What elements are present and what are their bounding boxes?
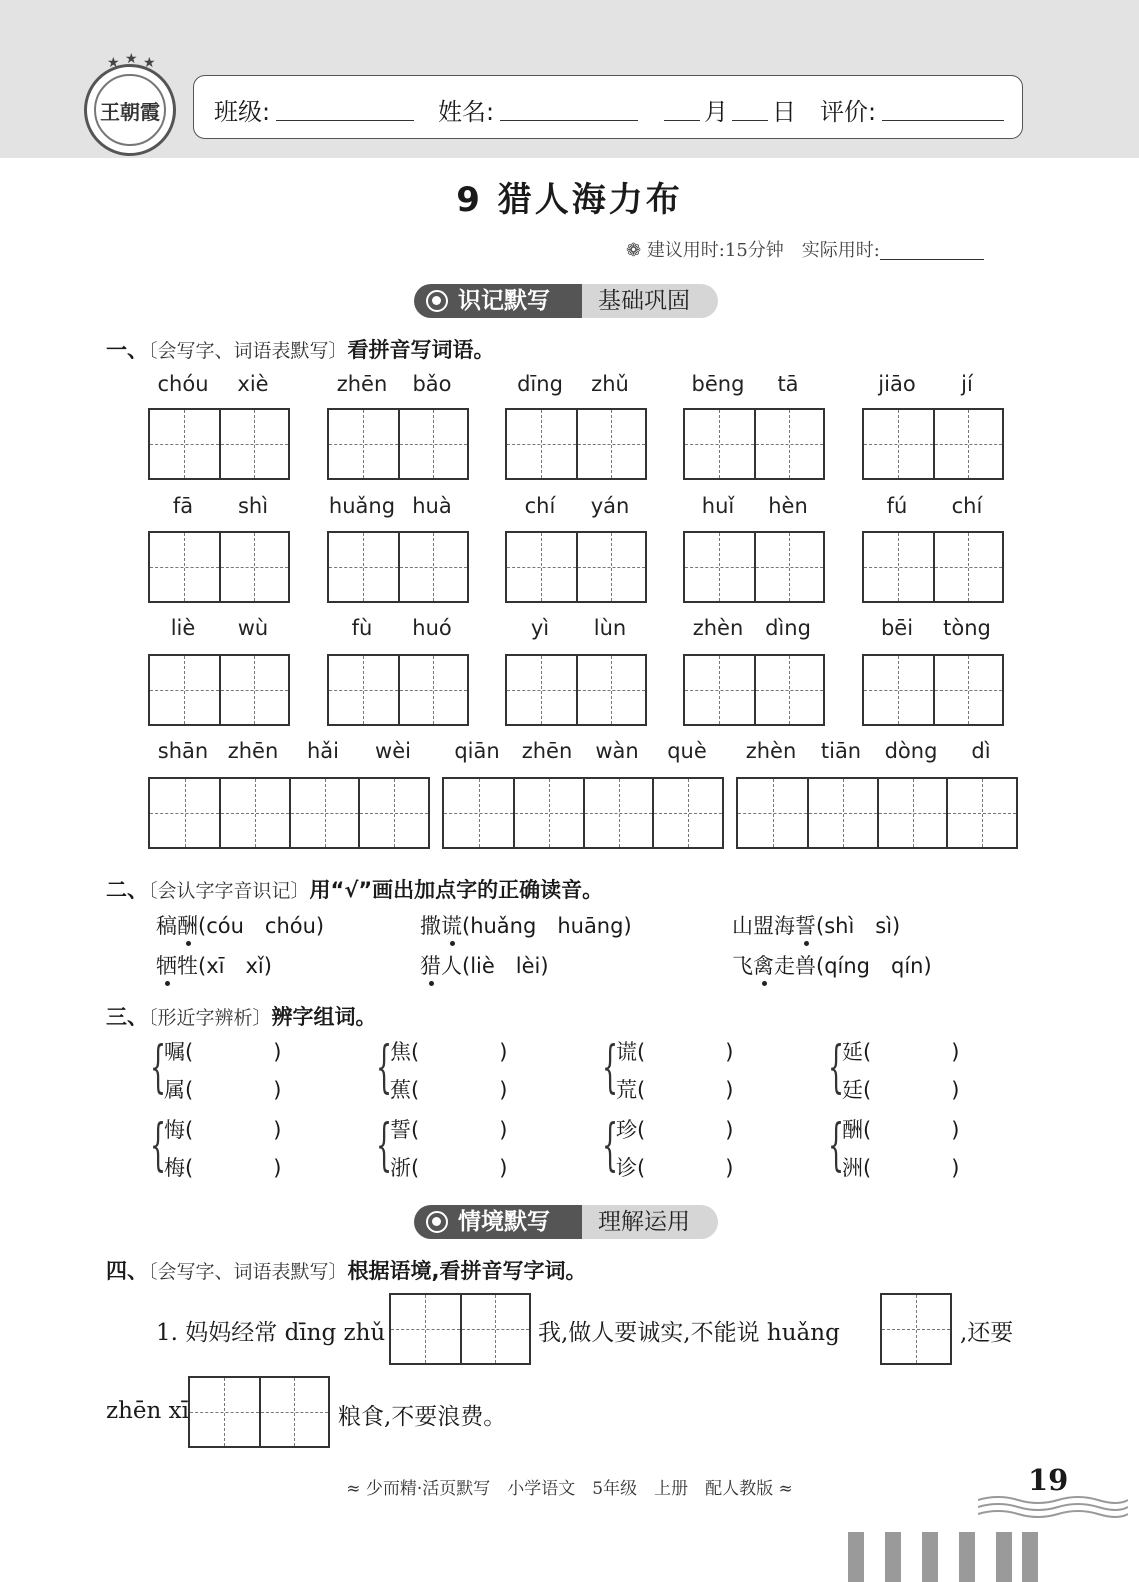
- dotted-character: 猎: [420, 950, 441, 980]
- word-group-item[interactable]: [616, 1036, 733, 1066]
- pinyin-label: fā: [172, 494, 194, 518]
- word-group-item[interactable]: [616, 1074, 733, 1104]
- answer-grid[interactable]: [505, 654, 647, 726]
- edge-mark: [1022, 1532, 1038, 1582]
- q4-sentence-part-2: 我,做人要诚实,不能说 huǎng: [538, 1320, 840, 1346]
- class-label: 班级:: [214, 98, 271, 126]
- answer-grid[interactable]: [862, 654, 1004, 726]
- eval-field[interactable]: [882, 120, 1004, 121]
- paren-close: ): [951, 1156, 960, 1180]
- pinyin-label: liè: [170, 616, 196, 640]
- star-icon: ★: [143, 55, 156, 71]
- char: 蕉: [390, 1078, 411, 1102]
- pinyin-label: zhèn: [745, 739, 797, 763]
- paren-close: ): [273, 1078, 282, 1102]
- pinyin-label: zhēn: [521, 739, 573, 763]
- pinyin-label: bǎo: [412, 372, 452, 396]
- banner-subtitle: 理解运用: [582, 1205, 718, 1239]
- q4-sentence-part-4: zhēn xī: [106, 1398, 189, 1424]
- reading-item: 飞禽走兽(qíng qín): [732, 950, 932, 980]
- paren-close: ): [725, 1156, 734, 1180]
- dotted-character: 谎: [441, 910, 462, 940]
- edge-mark: [922, 1532, 938, 1582]
- char: 悔: [164, 1118, 185, 1142]
- page-number: 19: [1028, 1463, 1069, 1497]
- brace-icon: {: [828, 1113, 845, 1178]
- star-icon: ★: [125, 51, 138, 67]
- pinyin-label: zhēn: [227, 739, 279, 763]
- banner-title: 情境默写: [458, 1209, 550, 1235]
- paren-open: (: [185, 1078, 194, 1102]
- time-hint: ❁ 建议用时:15分钟 实际用时:: [626, 236, 984, 262]
- pinyin-label: xiè: [237, 372, 269, 396]
- pinyin-label: bēng: [691, 372, 745, 396]
- pinyin-label: shān: [157, 739, 209, 763]
- name-label: 姓名:: [438, 98, 495, 126]
- answer-grid[interactable]: [148, 408, 290, 480]
- answer-grid[interactable]: [862, 408, 1004, 480]
- medal-icon: [426, 1211, 448, 1233]
- brace-icon: {: [602, 1113, 619, 1178]
- answer-grid[interactable]: [505, 531, 647, 603]
- char: 属: [164, 1078, 185, 1102]
- paren-open: (: [185, 1118, 194, 1142]
- dotted-character: 酬: [177, 910, 198, 940]
- edge-mark: [959, 1532, 975, 1582]
- pinyin-label: tòng: [943, 616, 991, 640]
- word-group-item[interactable]: [616, 1152, 733, 1182]
- dotted-character: 牺: [156, 950, 177, 980]
- brace-icon: {: [150, 1035, 167, 1100]
- day-label: 日: [772, 98, 796, 126]
- paren-close: ): [499, 1040, 508, 1064]
- pinyin-label: dìng: [765, 616, 811, 640]
- word-group-item[interactable]: [164, 1074, 281, 1104]
- word-group-item[interactable]: [390, 1036, 507, 1066]
- pinyin-label: yì: [530, 616, 550, 640]
- word-group-item[interactable]: [390, 1114, 507, 1144]
- answer-grid[interactable]: [683, 408, 825, 480]
- wave-decoration: [978, 1494, 1128, 1520]
- answer-grid[interactable]: [148, 654, 290, 726]
- pinyin-label: jí: [961, 372, 973, 396]
- char: 嘱: [164, 1040, 185, 1064]
- paren-close: ): [273, 1156, 282, 1180]
- month-field[interactable]: [664, 120, 700, 121]
- reading-item: 山盟海誓(shì sì): [732, 910, 900, 940]
- paren-open: (: [411, 1078, 420, 1102]
- pinyin-label: dòng: [884, 739, 938, 763]
- reading-options[interactable]: (huǎng huāng): [462, 914, 632, 938]
- pinyin-label: huǎng: [328, 494, 396, 518]
- brace-icon: {: [376, 1113, 393, 1178]
- char: 浙: [390, 1156, 411, 1180]
- q4-sentence-part-5: 粮食,不要浪费。: [338, 1404, 507, 1430]
- paren-close: ): [725, 1118, 734, 1142]
- word-group-item[interactable]: [164, 1114, 281, 1144]
- paren-close: ): [951, 1078, 960, 1102]
- medal-icon: [426, 290, 448, 312]
- paren-open: (: [863, 1078, 872, 1102]
- brace-icon: {: [150, 1113, 167, 1178]
- char: 焦: [390, 1040, 411, 1064]
- edge-mark: [848, 1532, 864, 1582]
- answer-grid[interactable]: [683, 654, 825, 726]
- pinyin-label: què: [667, 739, 707, 763]
- brace-icon: {: [602, 1035, 619, 1100]
- paren-close: ): [273, 1118, 282, 1142]
- answer-grid[interactable]: [862, 531, 1004, 603]
- pinyin-label: jiāo: [878, 372, 916, 396]
- edge-mark: [996, 1532, 1012, 1582]
- reading-item: 撒谎(huǎng huāng): [420, 910, 632, 940]
- pinyin-label: hèn: [768, 494, 808, 518]
- question-3-heading: 三、〔形近字辨析〕辨字组词。: [106, 1005, 377, 1029]
- paren-open: (: [863, 1118, 872, 1142]
- answer-grid[interactable]: [327, 408, 469, 480]
- reading-item: 稿酬(cóu chóu): [156, 910, 324, 940]
- answer-grid[interactable]: [736, 777, 1018, 849]
- pinyin-label: zhǔ: [591, 372, 629, 396]
- banner-subtitle: 基础巩固: [582, 284, 718, 318]
- char: 誓: [390, 1118, 411, 1142]
- paren-open: (: [411, 1118, 420, 1142]
- day-field[interactable]: [732, 120, 768, 121]
- pinyin-label: chí: [951, 494, 983, 518]
- pinyin-label: bēi: [880, 616, 914, 640]
- answer-grid[interactable]: [880, 1293, 952, 1365]
- pinyin-label: tiān: [820, 739, 862, 763]
- brace-icon: {: [376, 1035, 393, 1100]
- edge-mark: [885, 1532, 901, 1582]
- char: 珍: [616, 1118, 637, 1142]
- pinyin-label: qiān: [454, 739, 500, 763]
- answer-grid[interactable]: [188, 1376, 330, 1448]
- pinyin-label: zhèn: [692, 616, 744, 640]
- char: 梅: [164, 1156, 185, 1180]
- footer-text: ≈ 少而精·活页默写 小学语文 5年级 上册 配人教版 ≈: [346, 1479, 793, 1499]
- pinyin-label: huà: [412, 494, 452, 518]
- star-icon: ★: [107, 55, 120, 71]
- word-group-item[interactable]: [164, 1152, 281, 1182]
- pinyin-label: zhēn: [336, 372, 388, 396]
- paren-open: (: [637, 1078, 646, 1102]
- pinyin-label: wù: [237, 616, 269, 640]
- question-4-heading: 四、〔会写字、词语表默写〕根据语境,看拼音写字词。: [106, 1259, 587, 1283]
- reading-options[interactable]: 走兽(qíng qín): [774, 954, 932, 978]
- paren-close: ): [273, 1040, 282, 1064]
- char: 酬: [842, 1118, 863, 1142]
- question-2-heading: 二、〔会认字字音识记〕用“√”画出加点字的正确读音。: [106, 878, 604, 902]
- char: 诊: [616, 1156, 637, 1180]
- paren-close: ): [725, 1040, 734, 1064]
- word-group-item[interactable]: [842, 1074, 959, 1104]
- class-field[interactable]: [276, 120, 414, 121]
- paren-close: ): [499, 1118, 508, 1142]
- paren-close: ): [951, 1040, 960, 1064]
- answer-grid[interactable]: [505, 408, 647, 480]
- pinyin-label: fú: [886, 494, 908, 518]
- reading-options[interactable]: (cóu chóu): [198, 914, 325, 938]
- reading-item: [156, 950, 272, 980]
- pinyin-label: shì: [237, 494, 269, 518]
- paren-open: (: [411, 1040, 420, 1064]
- reading-options[interactable]: 牲(xī xǐ): [177, 954, 272, 978]
- word-group-item[interactable]: [390, 1152, 507, 1182]
- char: 谎: [616, 1040, 637, 1064]
- dotted-character: 誓: [795, 910, 816, 940]
- eval-label: 评价:: [820, 98, 877, 126]
- logo-text: 王朝霞: [94, 74, 166, 146]
- clock-icon: ❁: [626, 240, 647, 261]
- dotted-character: 禽: [753, 950, 774, 980]
- paren-open: (: [863, 1040, 872, 1064]
- paren-close: ): [499, 1156, 508, 1180]
- brace-icon: {: [828, 1035, 845, 1100]
- pinyin-label: chóu: [157, 372, 209, 396]
- paren-open: (: [411, 1156, 420, 1180]
- month-label: 月: [704, 98, 728, 126]
- answer-grid[interactable]: [148, 777, 430, 849]
- char: 荒: [616, 1078, 637, 1102]
- word-group-item[interactable]: [390, 1074, 507, 1104]
- paren-close: ): [725, 1078, 734, 1102]
- paren-open: (: [637, 1118, 646, 1142]
- paren-open: (: [863, 1156, 872, 1180]
- pinyin-label: dì: [971, 739, 991, 763]
- q4-sentence-part-3: ,还要: [960, 1320, 1014, 1346]
- paren-close: ): [951, 1118, 960, 1142]
- paren-open: (: [185, 1040, 194, 1064]
- q4-sentence-part-1: 1. 妈妈经常 dīng zhǔ: [156, 1320, 386, 1346]
- pinyin-label: wèi: [375, 739, 411, 763]
- answer-grid[interactable]: [327, 531, 469, 603]
- question-1-heading: 一、〔会写字、词语表默写〕看拼音写词语。: [106, 338, 495, 362]
- actual-time-field[interactable]: [880, 259, 984, 260]
- pinyin-label: huó: [412, 616, 452, 640]
- answer-grid[interactable]: [683, 531, 825, 603]
- word-group-item[interactable]: [616, 1114, 733, 1144]
- pinyin-label: tā: [777, 372, 799, 396]
- pinyin-label: hǎi: [306, 739, 339, 763]
- answer-grid[interactable]: [148, 531, 290, 603]
- answer-grid[interactable]: [327, 654, 469, 726]
- char: 洲: [842, 1156, 863, 1180]
- reading-options[interactable]: 人(liè lèi): [441, 954, 549, 978]
- char: 廷: [842, 1078, 863, 1102]
- section-banner-2: [414, 1205, 718, 1239]
- reading-options[interactable]: (shì sì): [816, 914, 901, 938]
- pinyin-label: lùn: [593, 616, 627, 640]
- pinyin-label: huǐ: [701, 494, 735, 518]
- pinyin-label: chí: [524, 494, 556, 518]
- word-group-item[interactable]: [842, 1036, 959, 1066]
- page-title: 9 猎人海力布: [456, 180, 683, 220]
- reading-item: [420, 950, 549, 980]
- answer-grid[interactable]: [389, 1293, 531, 1365]
- pinyin-label: fù: [351, 616, 373, 640]
- pinyin-label: dīng: [517, 372, 563, 396]
- word-group-item[interactable]: [842, 1152, 959, 1182]
- student-info-box: [193, 75, 1023, 139]
- brand-logo: [84, 51, 176, 156]
- paren-open: (: [185, 1156, 194, 1180]
- section-banner-1: [414, 284, 718, 318]
- word-group-item[interactable]: [164, 1036, 281, 1066]
- paren-open: (: [637, 1040, 646, 1064]
- word-group-item[interactable]: [842, 1114, 959, 1144]
- paren-open: (: [637, 1156, 646, 1180]
- pinyin-label: wàn: [595, 739, 639, 763]
- answer-grid[interactable]: [442, 777, 724, 849]
- paren-close: ): [499, 1078, 508, 1102]
- pinyin-label: yán: [590, 494, 630, 518]
- char: 延: [842, 1040, 863, 1064]
- banner-title: 识记默写: [458, 288, 550, 314]
- name-field[interactable]: [500, 120, 638, 121]
